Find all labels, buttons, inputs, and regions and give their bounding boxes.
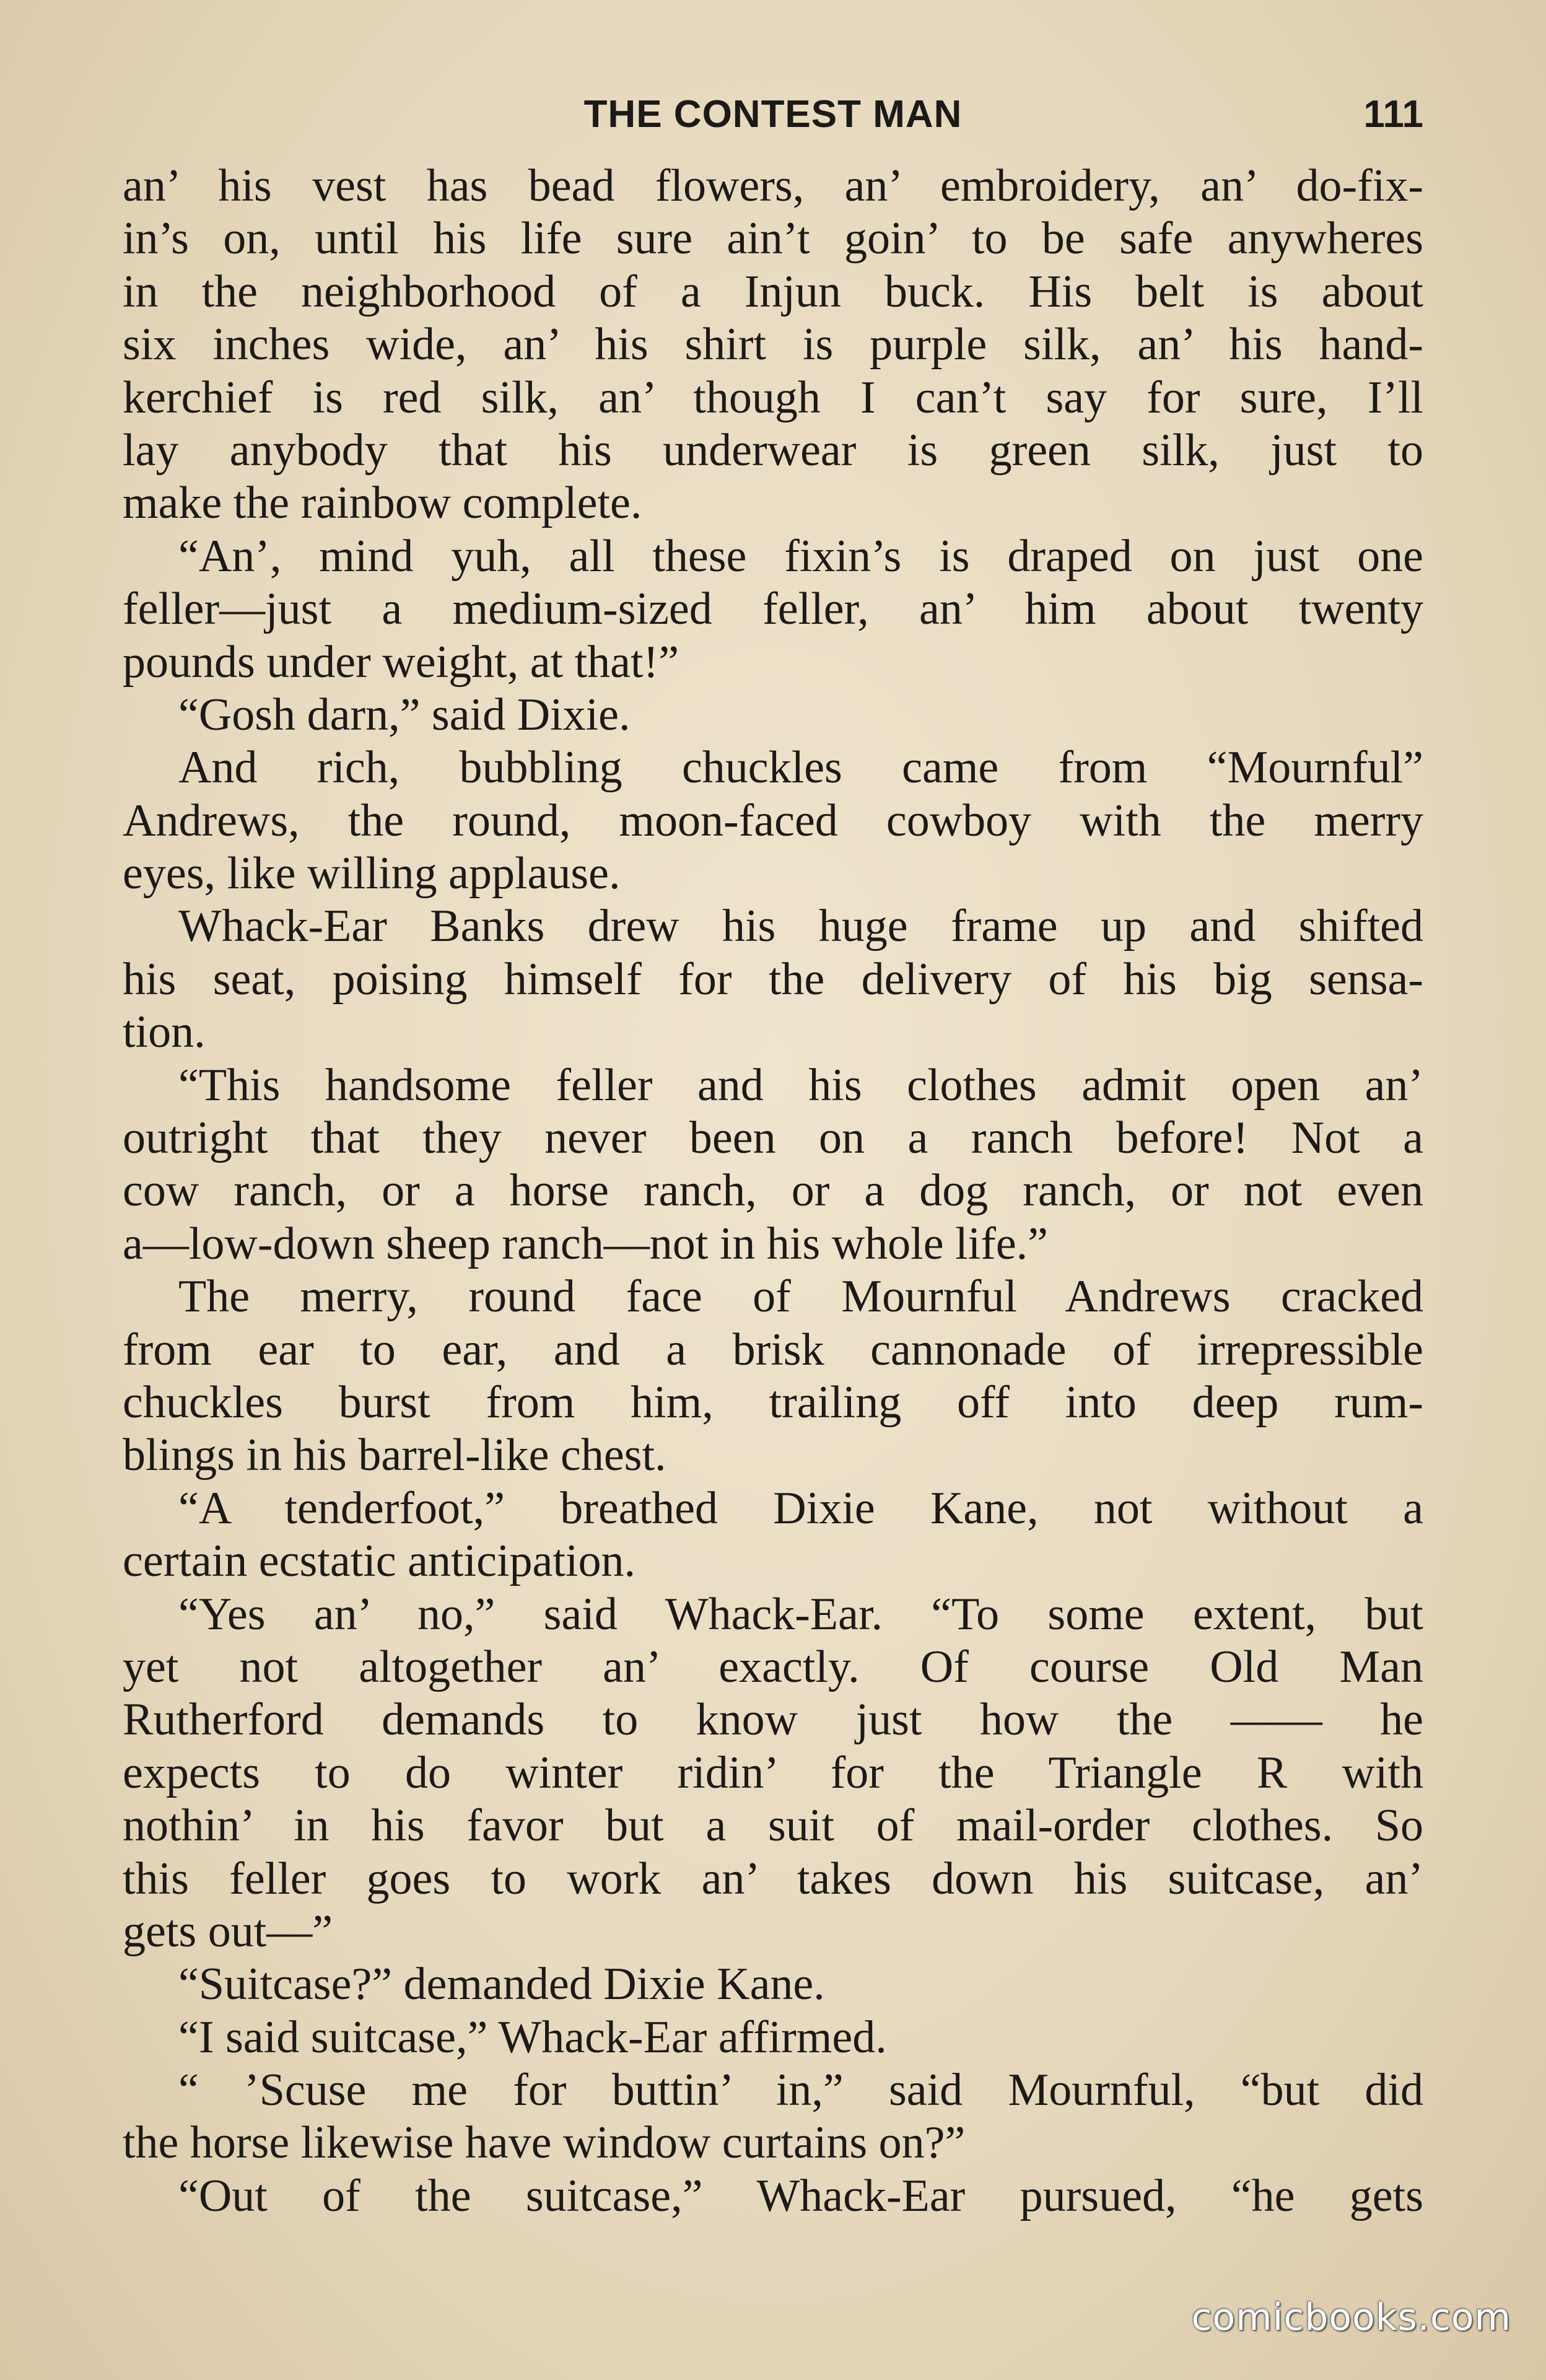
running-title: THE CONTEST MAN [583,93,963,136]
text-line: “An’, mind yuh, all these fixin’s is draped on just one [178,530,1423,582]
text-line: a—low-down sheep ranch—not in his whole life.” [123,1218,1049,1269]
text-line: his seat, poising himself for the delivery of his big sensa- [123,953,1423,1005]
text-line: in’s on, until his life sure ain’t goin’ to be safe anywheres [123,213,1423,265]
text-line: eyes, like willing applause. [123,848,621,899]
text-line: And rich, bubbling chuckles came from “Mournful” [178,742,1423,794]
text-line: expects to do winter ridin’ for the Triangle R with [123,1747,1423,1798]
text-line: “A tenderfoot,” breathed Dixie Kane, not without a [178,1482,1423,1534]
text-line: six inches wide, an’ his shirt is purple silk, an’ his hand- [123,319,1423,370]
text-line: chuckles burst from him, trailing off into deep rum- [123,1376,1423,1428]
text-line: Andrews, the round, moon-faced cowboy with the merry [123,795,1423,846]
text-line: pounds under weight, at that!” [123,636,679,688]
text-line: “Gosh darn,” said Dixie. [178,689,631,740]
watermark: comicbooks.com [1191,2296,1511,2339]
text-line: kerchief is red silk, an’ though I can’t say for sure, I’ll [123,372,1423,423]
text-line: “Suitcase?” demanded Dixie Kane. [178,1959,825,2010]
text-line: make the rainbow complete. [123,478,642,529]
text-line: certain ecstatic anticipation. [123,1536,635,1587]
text-line: “Yes an’ no,” said Whack-Ear. “To some extent, but [178,1588,1423,1640]
text-line: “Out of the suitcase,” Whack-Ear pursued, “he gets [178,2170,1423,2221]
text-line: an’ his vest has bead flowers, an’ embroidery, an’ do-fix- [123,160,1423,211]
text-line: outright that they never been on a ranch before! Not a [123,1113,1423,1164]
text-line: blings in his barrel-like chest. [123,1430,666,1481]
text-line: tion. [123,1007,206,1058]
text-line: “I said suitcase,” Whack-Ear affirmed. [178,2011,887,2063]
text-line: The merry, round face of Mournful Andrews cracked [178,1271,1423,1323]
text-line: feller—just a medium-sized feller, an’ him about twenty [123,584,1423,635]
text-line: “ ’Scuse me for buttin’ in,” said Mournful, “but did [178,2065,1423,2116]
text-line: gets out—” [123,1905,333,1957]
text-line: “This handsome feller and his clothes admit open an’ [178,1059,1423,1111]
text-line: yet not altogether an’ exactly. Of course Old Man [123,1641,1423,1692]
text-line: from ear to ear, and a brisk cannonade of irrepressible [123,1324,1423,1375]
text-line: in the neighborhood of a Injun buck. His belt is about [123,266,1423,317]
text-line: the horse likewise have window curtains on?” [123,2117,966,2169]
text-line: this feller goes to work an’ takes down his suitcase, an’ [123,1853,1423,1904]
page-header [123,87,1423,155]
page-number: 111 [1363,93,1423,136]
body-text [123,160,1423,2223]
text-line: nothin’ in his favor but a suit of mail-order clothes. So [123,1800,1423,1852]
text-line: lay anybody that his underwear is green silk, just to [123,424,1423,476]
text-line: Rutherford demands to know just how the —— he [123,1694,1423,1746]
text-line: cow ranch, or a horse ranch, or a dog ranch, or not even [123,1165,1423,1217]
text-line: Whack-Ear Banks drew his huge frame up and shifted [178,901,1423,952]
